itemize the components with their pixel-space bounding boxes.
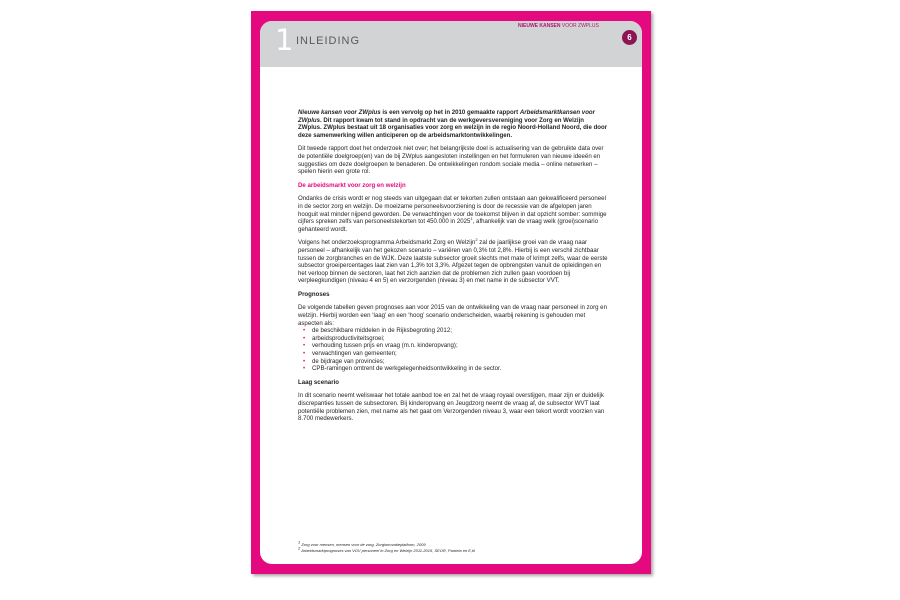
intro-text2: . Dit rapport kwam tot stand in opdracht van de werkgeversvereniging voor Zorg en Welzijn ZWplus. ZWplus bestaat uit 18 organisaties voor zorg en welzijn in de regio Noord-Holland Noord, die door deze samenwerking willen anticiperen op de arbeidsmarktontwikkelingen. [298,116,608,139]
document-page [260,21,642,564]
list-item: • verwachtingen van gemeenten; [312,350,608,358]
aspects-list [298,327,608,373]
section1-p2-text: Volgens het onderzoeksprogramma Arbeidsmarkt Zorg en Welzijn [298,239,476,247]
footnote-ref-2: 2 [475,237,478,243]
intro-italic2: Arbeidsmarktkansen voor ZWplus [298,109,596,124]
footnote-number: 2 [298,545,301,551]
footnote-2 [298,545,618,554]
running-title-rest: VOOR ZWPLUS [560,23,599,29]
footnote-number: 1 [298,539,301,545]
section2-paragraph: De volgende tabellen geven prognoses aan voor 2015 van de ontwikkeling van de vraag naar personeel in zorg en welzijn. Hierbij worden een ‘laag’ en een ‘hoog’ scenario onderscheiden, waarbij rekening is gehouden met aspecten als: [298,304,607,327]
footnotes [298,539,618,554]
list-item: • verhouding tussen prijs en vraag (m.n. kinderopvang); [312,342,608,350]
list-item: • de bijdrage van provincies; [312,358,608,366]
chapter-number: 1 [275,23,294,57]
section-heading-laag-scenario: Laag scenario [298,378,339,386]
intro-text1: is een vervolg op het in 2010 gemaakte rapport [380,109,520,116]
list-item: • CPB-ramingen omtrent de werkgelegenheidsontwikkeling in de sector. [312,365,608,373]
section-heading-prognoses: Prognoses [298,290,330,298]
body-text [298,109,608,429]
section1-paragraph2 [298,239,608,285]
footnote-ref-1: 1 [470,216,473,222]
section1-p2-end: zal de jaarlijkse groei van de vraag naar personeel – afhankelijk van het gekozen scenario – variëren van 0,3% tot 2,8%. Hierbij is een verschil zichtbaar tussen de zorgbranches en de WJK. Deze laatste subsector groeit slechts met mate of krimpt zelfs, waar de eerste subsector groeipercentages laat zien van 1,3% tot 3,3%. Afgezet tegen de opbrengsten vanuit de opleidingen en het verloop binnen de sectoren, laat het zich aanzien dat de problemen zich zullen gaan voordoen bij verpleegkundigen (niveau 4 en 5) en verzorgenden (niveau 3) en met name in de subsector VVT. [298,239,608,285]
footnote-text: Arbeidsmarktprognoses van VOV personeel in Zorg en Welzijn 2011-2015, SEOR, Panteia en E,til [300,548,475,553]
section1-p1-end: , afhankelijk van de vraag welk (groei)scenario gehanteerd wordt. [298,218,598,233]
section3-paragraph: In dit scenario neemt weliswaar het totale aanbod toe en zal het de vraag royaal overstijgen, maar zijn er duidelijk discrepanties tussen de subsectoren. Bij kinderopvang en Jeugdzorg neemt de vraag af, de subsector WVT laat potentiële problemen zien, met name als het gaat om Verzorgenden niveau 3, waar een tekort wordt voorzien van 8.700 medewerkers. [298,392,605,423]
chapter-header [260,21,642,67]
paragraph-2: Dit tweede rapport doet het onderzoek niet over; het belangrijkste doel is actualisering van de gebruikte data over de potentiële doelgroep(en) van de bij ZWplus aangesloten instellingen en het formuleren van nieuwe ideeën en suggesties om deze doelgroepen te benaderen. De ontwikkelingen rondom sociale media – online netwerken – spelen hierin een grote rol. [298,145,604,176]
section-heading-arbeidsmarkt: De arbeidsmarkt voor zorg en welzijn [298,181,406,189]
section1-paragraph1 [298,195,608,233]
list-item: • de beschikbare middelen in de Rijksbegroting 2012; [312,327,608,335]
section1-p1-text: Ondanks de crisis wordt er nog steeds van uitgegaan dat er tekorten zullen ontstaan aan gekwalificeerd personeel in de sector zorg en welzijn. De moeizame personeelsvoorziening is door de recessie van de afgelopen jaren hooguit wat minder nijpend geworden. De verwachtingen voor de toekomst blijven in dat opzicht somber: sommige cijfers spreken zelfs van personeelstekorten tot 450.000 in 2025 [298,195,607,226]
list-item: • arbeidsproductiviteitsgroei; [312,335,608,343]
intro-italic: Nieuwe kansen voor ZWplus [298,109,381,116]
footnote-text: Zorg voor mensen, mensen voor de zorg, Zorginnovatieplatform, 2009 [300,542,426,547]
page-number-badge: 6 [622,30,637,45]
intro-paragraph [298,109,608,139]
chapter-title: INLEIDING [296,35,361,47]
running-title [518,23,599,29]
running-title-bold: NIEUWE KANSEN [518,23,561,29]
page-frame [251,11,651,574]
